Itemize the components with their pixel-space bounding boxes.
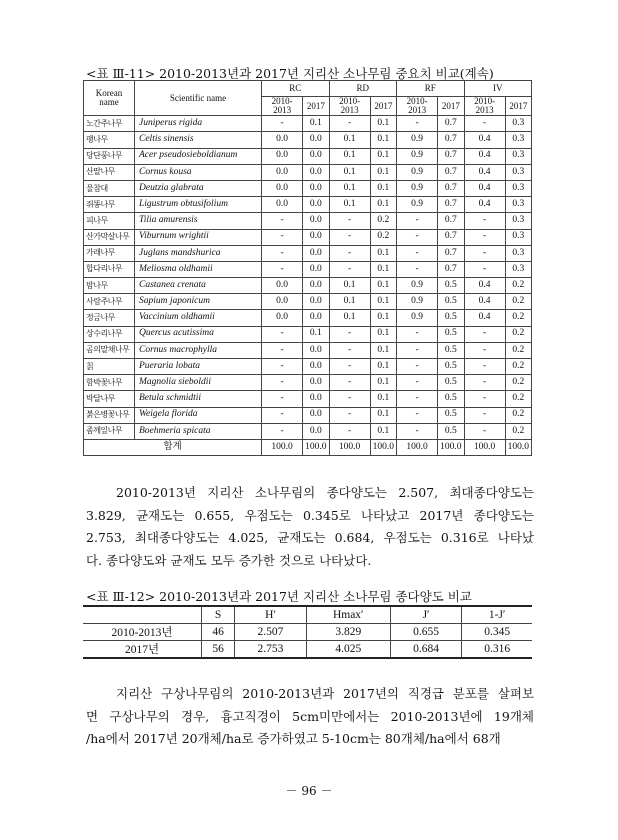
value-cell: 0.4 bbox=[464, 294, 505, 310]
value-cell: 0.1 bbox=[370, 132, 396, 148]
value-cell: - bbox=[464, 391, 505, 407]
korean-name-cell: 함박꽃나무 bbox=[84, 375, 135, 391]
value-cell: - bbox=[262, 326, 303, 342]
scientific-name-cell: Magnolia sieboldii bbox=[135, 375, 262, 391]
scientific-name-cell: Juglans mandshurica bbox=[135, 245, 262, 261]
value-cell: - bbox=[262, 342, 303, 358]
value-cell: 0.345 bbox=[462, 623, 532, 640]
total-value: 100.0 bbox=[303, 439, 329, 455]
table-row bbox=[84, 423, 532, 439]
value-cell: 0.1 bbox=[370, 116, 396, 132]
value-cell: 0.7 bbox=[438, 229, 464, 245]
value-cell: 3.829 bbox=[306, 623, 390, 640]
value-cell: 0.5 bbox=[438, 391, 464, 407]
value-cell: 0.1 bbox=[370, 391, 396, 407]
text-line: 면 구상나무의 경우, 흉고직경이 5cm미만에서는 2010-2013년에 19개체 bbox=[86, 708, 534, 724]
value-cell: 0.0 bbox=[303, 294, 329, 310]
value-cell: 0.2 bbox=[505, 278, 531, 294]
value-cell: 0.3 bbox=[505, 229, 531, 245]
korean-name-cell: 산딸나무 bbox=[84, 164, 135, 180]
value-cell: - bbox=[397, 407, 438, 423]
value-cell: - bbox=[464, 245, 505, 261]
text-line: /ha에서 2017년 20개체/ha로 증가하였고 5-10cm는 80개체/ha에서 68개 bbox=[86, 731, 501, 746]
value-cell: 0.3 bbox=[505, 197, 531, 213]
value-cell: 0.0 bbox=[303, 148, 329, 164]
total-value: 100.0 bbox=[464, 439, 505, 455]
value-cell: 0.5 bbox=[438, 342, 464, 358]
value-cell: 0.9 bbox=[397, 310, 438, 326]
scientific-name-cell: Acer pseudosieboldianum bbox=[135, 148, 262, 164]
value-cell: 0.2 bbox=[370, 213, 396, 229]
value-cell: - bbox=[397, 359, 438, 375]
korean-name-header: Korean name bbox=[84, 81, 135, 116]
column-header bbox=[83, 606, 202, 623]
value-cell: 0.5 bbox=[438, 423, 464, 439]
scientific-name-header: Scientific name bbox=[135, 81, 262, 116]
value-cell: 0.1 bbox=[370, 245, 396, 261]
value-cell: - bbox=[329, 423, 370, 439]
total-value: 100.0 bbox=[505, 439, 531, 455]
value-cell: - bbox=[329, 213, 370, 229]
scientific-name-cell: Sapium japonicum bbox=[135, 294, 262, 310]
value-cell: 0.5 bbox=[438, 407, 464, 423]
value-cell: 0.5 bbox=[438, 375, 464, 391]
importance-value-table bbox=[83, 80, 532, 456]
group-header: IV bbox=[464, 81, 532, 97]
value-cell: - bbox=[262, 375, 303, 391]
table-row bbox=[84, 261, 532, 277]
scientific-name-cell: Castanea crenata bbox=[135, 278, 262, 294]
value-cell: 0.1 bbox=[329, 180, 370, 196]
value-cell: 0.0 bbox=[262, 310, 303, 326]
value-cell: - bbox=[464, 213, 505, 229]
value-cell: 0.1 bbox=[370, 180, 396, 196]
year-subheader: 2010-2013 bbox=[464, 97, 505, 116]
table-row bbox=[84, 391, 532, 407]
value-cell: 0.5 bbox=[438, 326, 464, 342]
scientific-name-cell: Vaccinium oldhamii bbox=[135, 310, 262, 326]
value-cell: 2.507 bbox=[235, 623, 306, 640]
value-cell: 0.4 bbox=[464, 164, 505, 180]
korean-name-cell: 사람주나무 bbox=[84, 294, 135, 310]
value-cell: 0.0 bbox=[262, 148, 303, 164]
table-row bbox=[84, 407, 532, 423]
value-cell: - bbox=[262, 359, 303, 375]
table-row bbox=[84, 180, 532, 196]
value-cell: 0.1 bbox=[303, 326, 329, 342]
value-cell: 0.684 bbox=[390, 640, 461, 658]
value-cell: 0.0 bbox=[262, 180, 303, 196]
diversity-paragraph bbox=[86, 482, 534, 572]
value-cell: 0.0 bbox=[303, 261, 329, 277]
value-cell: 0.2 bbox=[505, 359, 531, 375]
table-row bbox=[84, 164, 532, 180]
value-cell: - bbox=[262, 407, 303, 423]
value-cell: - bbox=[397, 213, 438, 229]
diversity-table bbox=[83, 605, 532, 659]
value-cell: 0.4 bbox=[464, 180, 505, 196]
korean-name-cell: 상수리나무 bbox=[84, 326, 135, 342]
scientific-name-cell: Quercus acutissima bbox=[135, 326, 262, 342]
total-row bbox=[84, 439, 532, 455]
value-cell: - bbox=[397, 326, 438, 342]
table-row bbox=[83, 623, 532, 640]
value-cell: 0.0 bbox=[262, 132, 303, 148]
value-cell: - bbox=[329, 342, 370, 358]
value-cell: - bbox=[262, 391, 303, 407]
value-cell: 0.2 bbox=[505, 294, 531, 310]
value-cell: 0.0 bbox=[303, 423, 329, 439]
total-value: 100.0 bbox=[262, 439, 303, 455]
value-cell: - bbox=[329, 375, 370, 391]
value-cell: 0.1 bbox=[370, 148, 396, 164]
korean-name-cell: 좀깨잎나무 bbox=[84, 423, 135, 439]
value-cell: 4.025 bbox=[306, 640, 390, 658]
table-row bbox=[84, 197, 532, 213]
value-cell: - bbox=[329, 326, 370, 342]
value-cell: 0.1 bbox=[370, 294, 396, 310]
value-cell: 0.0 bbox=[262, 164, 303, 180]
year-subheader: 2017 bbox=[438, 97, 464, 116]
table-row bbox=[84, 359, 532, 375]
value-cell: 0.3 bbox=[505, 261, 531, 277]
value-cell: - bbox=[397, 245, 438, 261]
value-cell: 0.5 bbox=[438, 359, 464, 375]
korean-name-cell: 물참대 bbox=[84, 180, 135, 196]
value-cell: - bbox=[329, 229, 370, 245]
value-cell: 0.9 bbox=[397, 132, 438, 148]
value-cell: 0.1 bbox=[370, 164, 396, 180]
value-cell: 0.0 bbox=[303, 180, 329, 196]
value-cell: 0.4 bbox=[464, 132, 505, 148]
value-cell: 0.0 bbox=[303, 197, 329, 213]
korean-name-cell: 칡 bbox=[84, 359, 135, 375]
group-header: RF bbox=[397, 81, 465, 97]
scientific-name-cell: Deutzia glabrata bbox=[135, 180, 262, 196]
value-cell: 0.0 bbox=[303, 278, 329, 294]
value-cell: 0.1 bbox=[370, 342, 396, 358]
scientific-name-cell: Cornus macrophylla bbox=[135, 342, 262, 358]
value-cell: 2.753 bbox=[235, 640, 306, 658]
year-subheader: 2017 bbox=[370, 97, 396, 116]
value-cell: 0.3 bbox=[505, 116, 531, 132]
total-value: 100.0 bbox=[370, 439, 396, 455]
value-cell: 0.1 bbox=[329, 132, 370, 148]
value-cell: - bbox=[329, 391, 370, 407]
value-cell: - bbox=[464, 359, 505, 375]
page-number: － 96 － bbox=[285, 784, 333, 798]
table-row bbox=[84, 116, 532, 132]
value-cell: 0.3 bbox=[505, 180, 531, 196]
group-header: RC bbox=[262, 81, 330, 97]
value-cell: 0.2 bbox=[505, 342, 531, 358]
value-cell: 0.2 bbox=[370, 229, 396, 245]
value-cell: 0.3 bbox=[505, 132, 531, 148]
column-header: S bbox=[202, 606, 235, 623]
value-cell: 0.7 bbox=[438, 197, 464, 213]
value-cell: 0.0 bbox=[262, 294, 303, 310]
year-subheader: 2017 bbox=[505, 97, 531, 116]
value-cell: - bbox=[464, 326, 505, 342]
table-row bbox=[83, 640, 532, 658]
value-cell: 0.7 bbox=[438, 261, 464, 277]
total-label: 합계 bbox=[84, 439, 262, 455]
value-cell: 0.7 bbox=[438, 180, 464, 196]
value-cell: - bbox=[262, 116, 303, 132]
scientific-name-cell: Weigela florida bbox=[135, 407, 262, 423]
value-cell: 0.9 bbox=[397, 148, 438, 164]
value-cell: 0.2 bbox=[505, 407, 531, 423]
table-row bbox=[84, 375, 532, 391]
value-cell: - bbox=[464, 229, 505, 245]
scientific-name-cell: Betula schmidtii bbox=[135, 391, 262, 407]
value-cell: 0.1 bbox=[370, 326, 396, 342]
value-cell: 0.0 bbox=[303, 407, 329, 423]
value-cell: 0.5 bbox=[438, 310, 464, 326]
table-row bbox=[84, 213, 532, 229]
value-cell: - bbox=[329, 261, 370, 277]
value-cell: 0.9 bbox=[397, 164, 438, 180]
table-row bbox=[84, 229, 532, 245]
value-cell: 0.316 bbox=[462, 640, 532, 658]
diameter-paragraph bbox=[86, 683, 534, 751]
text-line: 2010-2013년 지리산 소나무림의 종다양도는 2.507, 최대종다양도는 bbox=[116, 485, 534, 500]
value-cell: 0.7 bbox=[438, 132, 464, 148]
scientific-name-cell: Cornus kousa bbox=[135, 164, 262, 180]
column-header: 1-J′ bbox=[462, 606, 532, 623]
scientific-name-cell: Tilia amurensis bbox=[135, 213, 262, 229]
year-subheader: 2010-2013 bbox=[329, 97, 370, 116]
scientific-name-cell: Boehmeria spicata bbox=[135, 423, 262, 439]
text-line: 지리산 구상나무림의 2010-2013년과 2017년의 직경급 분포를 살펴보 bbox=[116, 686, 534, 701]
value-cell: - bbox=[329, 407, 370, 423]
korean-name-cell: 정금나무 bbox=[84, 310, 135, 326]
value-cell: 46 bbox=[202, 623, 235, 640]
table-row bbox=[84, 148, 532, 164]
value-cell: 0.0 bbox=[303, 132, 329, 148]
korean-name-cell: 팽나무 bbox=[84, 132, 135, 148]
table-row bbox=[84, 245, 532, 261]
value-cell: 0.1 bbox=[370, 375, 396, 391]
value-cell: 0.7 bbox=[438, 245, 464, 261]
korean-name-cell: 곰의말채나무 bbox=[84, 342, 135, 358]
value-cell: - bbox=[397, 375, 438, 391]
value-cell: - bbox=[262, 229, 303, 245]
value-cell: 0.3 bbox=[505, 148, 531, 164]
value-cell: - bbox=[464, 116, 505, 132]
value-cell: 0.1 bbox=[370, 197, 396, 213]
value-cell: - bbox=[464, 407, 505, 423]
korean-name-cell: 피나무 bbox=[84, 213, 135, 229]
year-subheader: 2010-2013 bbox=[262, 97, 303, 116]
value-cell: 0.2 bbox=[505, 423, 531, 439]
value-cell: 0.0 bbox=[303, 310, 329, 326]
value-cell: - bbox=[262, 261, 303, 277]
value-cell: 0.3 bbox=[505, 213, 531, 229]
value-cell: - bbox=[397, 229, 438, 245]
column-header: Hmax′ bbox=[306, 606, 390, 623]
period-cell: 2017년 bbox=[83, 640, 202, 658]
value-cell: 0.1 bbox=[329, 197, 370, 213]
value-cell: 0.1 bbox=[329, 310, 370, 326]
value-cell: 0.3 bbox=[505, 164, 531, 180]
total-value: 100.0 bbox=[438, 439, 464, 455]
value-cell: - bbox=[262, 423, 303, 439]
total-value: 100.0 bbox=[329, 439, 370, 455]
value-cell: 0.4 bbox=[464, 310, 505, 326]
table-row bbox=[84, 278, 532, 294]
korean-name-cell: 가래나무 bbox=[84, 245, 135, 261]
value-cell: 0.1 bbox=[370, 359, 396, 375]
korean-name-cell: 노간주나무 bbox=[84, 116, 135, 132]
year-subheader: 2017 bbox=[303, 97, 329, 116]
value-cell: - bbox=[262, 213, 303, 229]
text-line: 3.829, 균재도는 0.655, 우점도는 0.345로 나타났고 2017년 종다양도는 bbox=[86, 507, 534, 523]
value-cell: - bbox=[464, 423, 505, 439]
korean-name-cell: 쥐똥나무 bbox=[84, 197, 135, 213]
scientific-name-cell: Viburnum wrightii bbox=[135, 229, 262, 245]
value-cell: 0.0 bbox=[262, 278, 303, 294]
korean-name-cell: 합다리나무 bbox=[84, 261, 135, 277]
table2-caption: <표 Ⅲ-12> 2010-2013년과 2017년 지리산 소나무림 종다양도 비교 bbox=[86, 589, 472, 604]
value-cell: 0.655 bbox=[390, 623, 461, 640]
value-cell: 0.1 bbox=[329, 278, 370, 294]
total-value: 100.0 bbox=[397, 439, 438, 455]
value-cell: - bbox=[397, 261, 438, 277]
value-cell: 0.0 bbox=[303, 391, 329, 407]
value-cell: 0.9 bbox=[397, 294, 438, 310]
value-cell: - bbox=[397, 116, 438, 132]
value-cell: - bbox=[329, 245, 370, 261]
value-cell: 0.7 bbox=[438, 148, 464, 164]
scientific-name-cell: Celtis sinensis bbox=[135, 132, 262, 148]
value-cell: - bbox=[329, 359, 370, 375]
value-cell: - bbox=[329, 116, 370, 132]
value-cell: 56 bbox=[202, 640, 235, 658]
value-cell: 0.7 bbox=[438, 213, 464, 229]
value-cell: 0.1 bbox=[370, 278, 396, 294]
value-cell: 0.1 bbox=[329, 294, 370, 310]
text-line: 다. 종다양도와 균재도 모두 증가한 것으로 나타났다. bbox=[86, 552, 372, 568]
korean-name-cell: 밤나무 bbox=[84, 278, 135, 294]
value-cell: 0.0 bbox=[303, 164, 329, 180]
period-cell: 2010-2013년 bbox=[83, 623, 202, 640]
value-cell: - bbox=[397, 342, 438, 358]
value-cell: - bbox=[397, 391, 438, 407]
value-cell: 0.1 bbox=[370, 423, 396, 439]
scientific-name-cell: Pueraria lobata bbox=[135, 359, 262, 375]
table-row bbox=[84, 132, 532, 148]
value-cell: 0.5 bbox=[438, 294, 464, 310]
group-header: RD bbox=[329, 81, 397, 97]
value-cell: 0.0 bbox=[303, 375, 329, 391]
scientific-name-cell: Meliosma oldhamii bbox=[135, 261, 262, 277]
value-cell: 0.3 bbox=[505, 245, 531, 261]
table-row bbox=[84, 310, 532, 326]
column-header: J′ bbox=[390, 606, 461, 623]
value-cell: 0.2 bbox=[505, 326, 531, 342]
value-cell: 0.1 bbox=[370, 407, 396, 423]
korean-name-cell: 붉은병꽃나무 bbox=[84, 407, 135, 423]
table-row bbox=[84, 342, 532, 358]
table-row bbox=[84, 326, 532, 342]
year-subheader: 2010-2013 bbox=[397, 97, 438, 116]
value-cell: - bbox=[262, 245, 303, 261]
korean-name-cell: 산가막살나무 bbox=[84, 229, 135, 245]
value-cell: 0.4 bbox=[464, 148, 505, 164]
value-cell: 0.0 bbox=[303, 359, 329, 375]
value-cell: 0.1 bbox=[370, 261, 396, 277]
value-cell: 0.4 bbox=[464, 197, 505, 213]
value-cell: 0.5 bbox=[438, 278, 464, 294]
table1-caption: <표 Ⅲ-11> 2010-2013년과 2017년 지리산 소나무림 중요치 비교(계속) bbox=[86, 66, 494, 81]
text-line: 2.753, 최대종다양도는 4.025, 균재도는 0.684, 우점도는 0.316로 나타났 bbox=[86, 530, 534, 545]
value-cell: 0.4 bbox=[464, 278, 505, 294]
value-cell: 0.1 bbox=[303, 116, 329, 132]
value-cell: 0.1 bbox=[329, 164, 370, 180]
value-cell: 0.7 bbox=[438, 164, 464, 180]
korean-name-cell: 박달나무 bbox=[84, 391, 135, 407]
value-cell: 0.1 bbox=[370, 310, 396, 326]
column-header: H′ bbox=[235, 606, 306, 623]
value-cell: 0.0 bbox=[303, 342, 329, 358]
value-cell: 0.2 bbox=[505, 310, 531, 326]
value-cell: 0.9 bbox=[397, 197, 438, 213]
table-row bbox=[84, 294, 532, 310]
value-cell: - bbox=[464, 342, 505, 358]
value-cell: 0.1 bbox=[329, 148, 370, 164]
value-cell: 0.0 bbox=[303, 245, 329, 261]
value-cell: 0.9 bbox=[397, 278, 438, 294]
value-cell: - bbox=[464, 375, 505, 391]
value-cell: 0.7 bbox=[438, 116, 464, 132]
value-cell: 0.2 bbox=[505, 391, 531, 407]
scientific-name-cell: Juniperus rigida bbox=[135, 116, 262, 132]
value-cell: 0.9 bbox=[397, 180, 438, 196]
scientific-name-cell: Ligustrum obtusifolium bbox=[135, 197, 262, 213]
value-cell: - bbox=[464, 261, 505, 277]
value-cell: - bbox=[397, 423, 438, 439]
value-cell: 0.0 bbox=[303, 213, 329, 229]
korean-name-cell: 당단풍나무 bbox=[84, 148, 135, 164]
value-cell: 0.2 bbox=[505, 375, 531, 391]
value-cell: 0.0 bbox=[262, 197, 303, 213]
value-cell: 0.0 bbox=[303, 229, 329, 245]
